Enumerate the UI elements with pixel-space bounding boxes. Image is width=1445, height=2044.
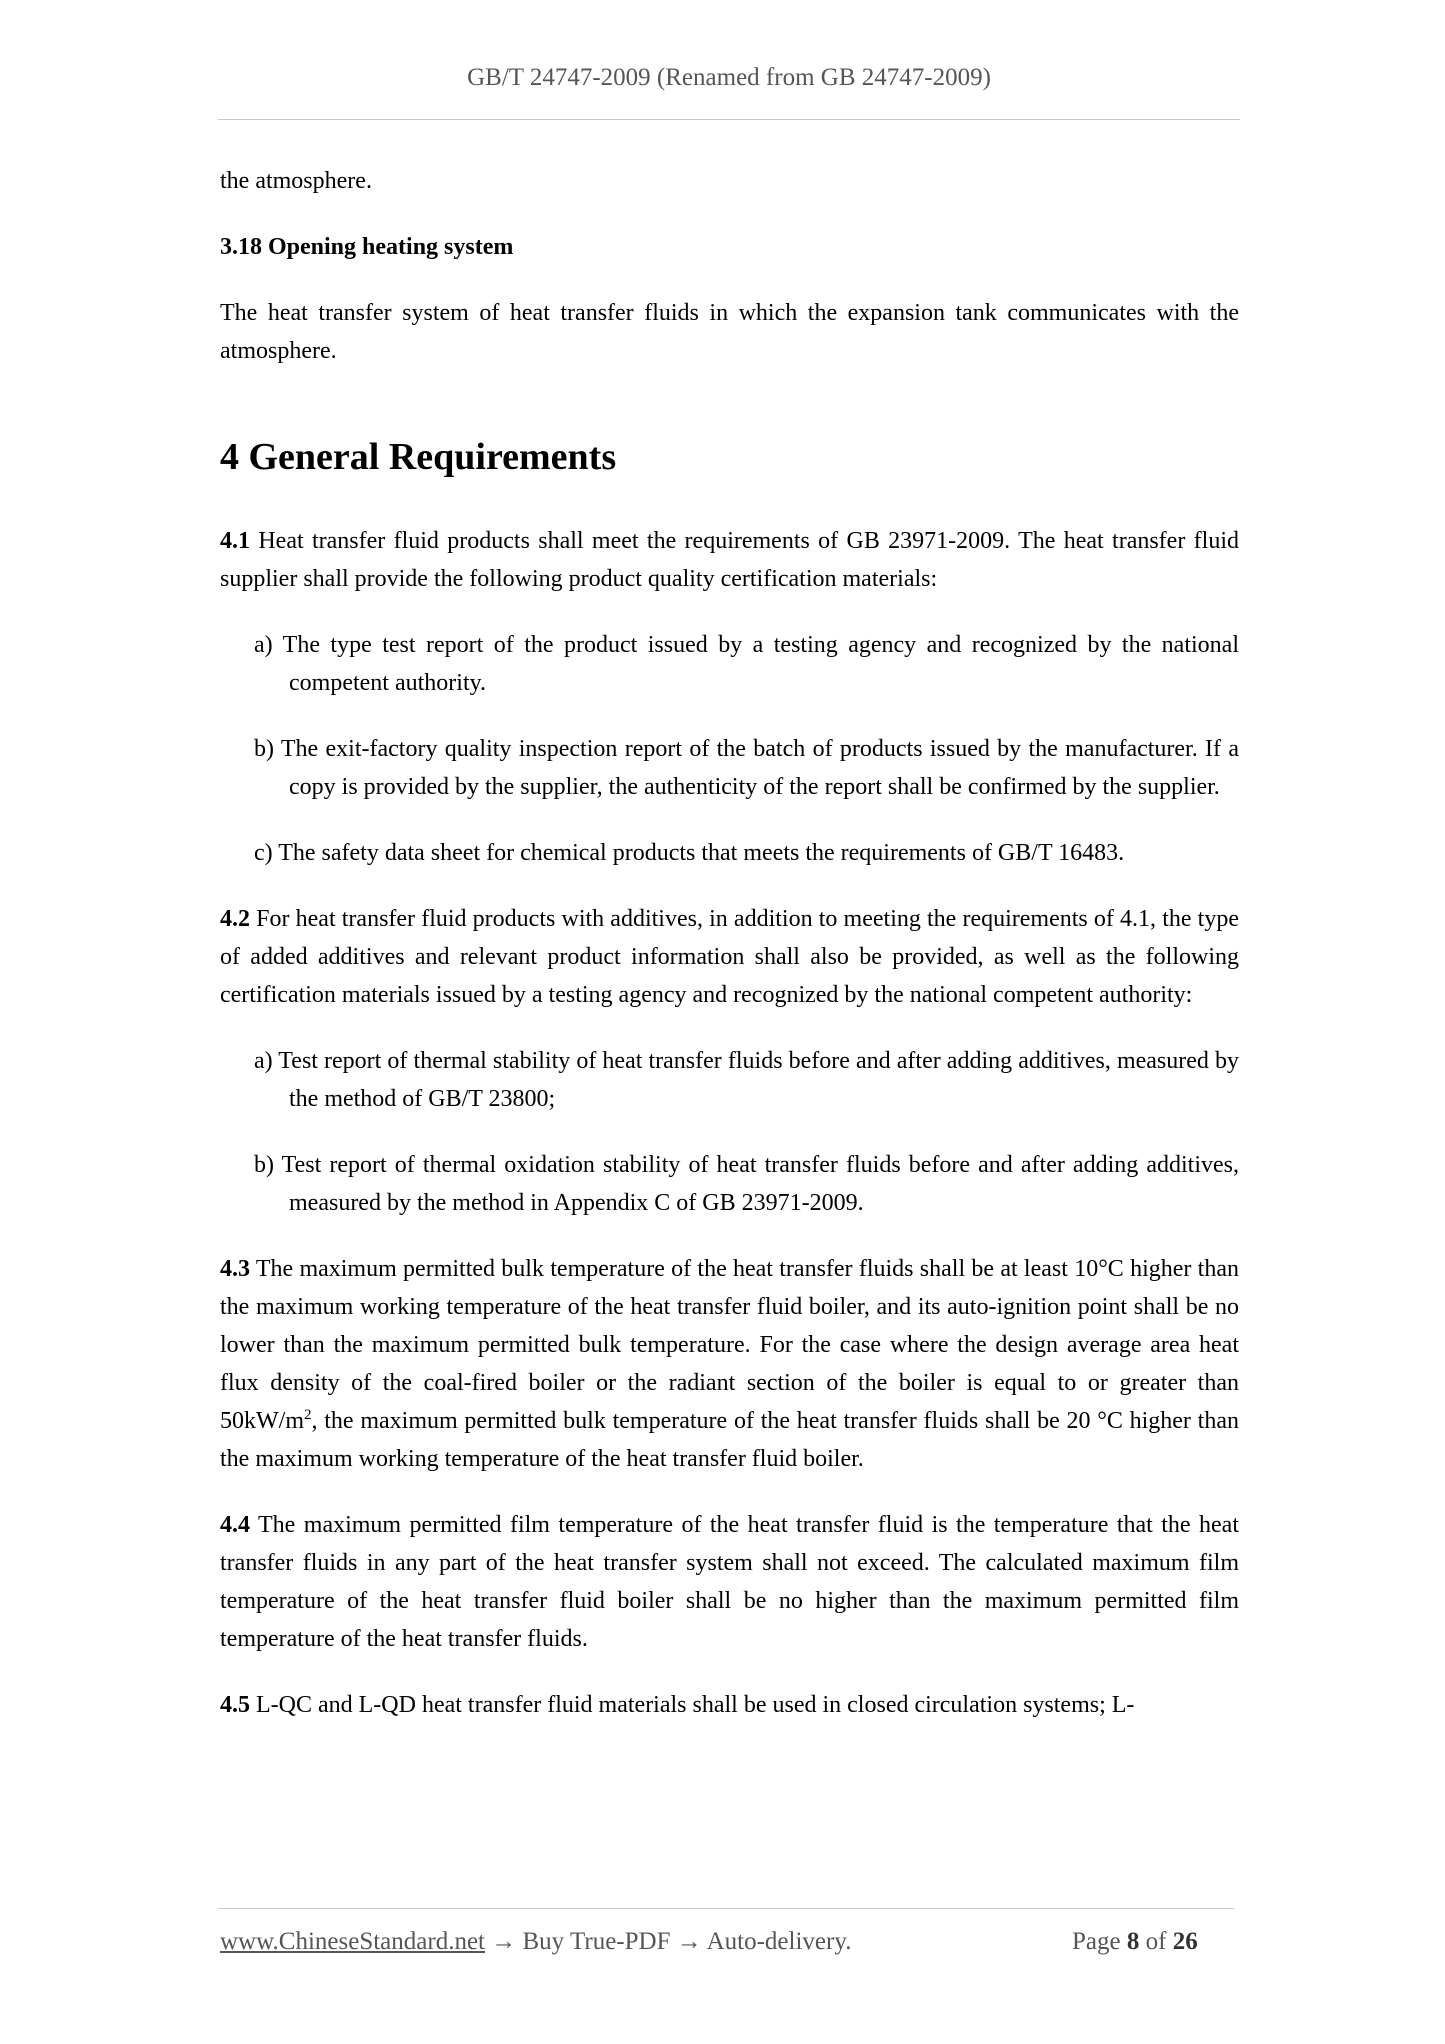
clause-3-18-heading: 3.18 Opening heating system: [220, 234, 514, 260]
of-word: of: [1139, 1928, 1173, 1955]
clause-4-2: [220, 900, 1239, 1014]
section-4-heading: 4 General Requirements: [220, 436, 617, 478]
carry-over-text: the atmosphere.: [220, 168, 372, 194]
clause-4-5-text: L-QC and L-QD heat transfer fluid materials shall be used in closed circulation systems; L-: [250, 1692, 1135, 1718]
delivery-text: Auto-delivery.: [706, 1928, 852, 1955]
list-item: c) The safety data sheet for chemical products that meets the requirements of GB/T 16483.: [254, 840, 1125, 866]
list-item: a) The type test report of the product issued by a testing agency and recognized by the national competent authority.: [254, 632, 1239, 696]
clause-4-4-number: 4.4: [220, 1512, 250, 1538]
buy-text: Buy True-PDF: [522, 1928, 671, 1955]
clause-4-3-text-a: The maximum permitted bulk temperature of the heat transfer fluids shall be at least 10°C higher than the maximum working temperature of the heat transfer fluid boiler, and its auto-ignition point shall be no lower than the maximum permitted bulk temperature. For the case where the design average area heat flux density of the coal-fired boiler or the radiant section of the boiler is equal to or greater than 50kW/m: [220, 1256, 1239, 1434]
header-divider: [218, 119, 1240, 120]
page-indicator: [1072, 1928, 1198, 1956]
footer-links: [220, 1928, 851, 1956]
page-word: Page: [1072, 1928, 1127, 1955]
clause-4-2-text: For heat transfer fluid products with additives, in addition to meeting the requirements of 4.1, the type of added additives and relevant product information shall also be provided, as well as the following certification materials issued by a testing agency and recognized by the national competent authority:: [220, 906, 1239, 1008]
page-total: 26: [1172, 1928, 1198, 1955]
running-header: GB/T 24747-2009 (Renamed from GB 24747-2009): [467, 64, 991, 91]
clause-4-3: [220, 1250, 1239, 1478]
clause-4-1-number: 4.1: [220, 528, 250, 554]
clause-4-3-text-b: , the maximum permitted bulk temperature of the heat transfer fluids shall be 20 °C higher than the maximum working temperature of the heat transfer fluid boiler.: [220, 1408, 1239, 1472]
page-number: 8: [1126, 1928, 1140, 1955]
list-item: b) The exit-factory quality inspection report of the batch of products issued by the manufacturer. If a copy is provided by the supplier, the authenticity of the report shall be confirmed by the supplier.: [254, 736, 1239, 800]
clause-3-18-text: The heat transfer system of heat transfer fluids in which the expansion tank communicates with the atmosphere.: [220, 300, 1239, 364]
list-item: b) Test report of thermal oxidation stability of heat transfer fluids before and after adding additives, measured by the method in Appendix C of GB 23971-2009.: [254, 1152, 1239, 1216]
arrow-icon: →: [485, 1928, 523, 1955]
footer-divider: [218, 1908, 1234, 1909]
clause-4-5-number: 4.5: [220, 1692, 250, 1718]
page-content: [220, 162, 1239, 1724]
clause-4-3-number: 4.3: [220, 1256, 250, 1282]
clause-4-5: [220, 1686, 1239, 1724]
clause-4-1-list: [254, 626, 1239, 872]
clause-4-1-text: Heat transfer fluid products shall meet the requirements of GB 23971-2009. The heat transfer fluid supplier shall provide the following product quality certification materials:: [220, 528, 1239, 592]
clause-4-4: [220, 1506, 1239, 1658]
clause-4-2-number: 4.2: [220, 906, 250, 932]
superscript-2: 2: [304, 1407, 312, 1423]
clause-4-1: [220, 522, 1239, 598]
arrow-icon: →: [670, 1928, 707, 1955]
site-link[interactable]: www.ChineseStandard.net: [220, 1928, 485, 1955]
list-item: a) Test report of thermal stability of heat transfer fluids before and after adding additives, measured by the method of GB/T 23800;: [254, 1048, 1239, 1112]
clause-4-4-text: The maximum permitted film temperature of the heat transfer fluid is the temperature that the heat transfer fluids in any part of the heat transfer system shall not exceed. The calculated maximum film temperature of the heat transfer fluid boiler shall be no higher than the maximum permitted film temperature of the heat transfer fluids.: [220, 1512, 1239, 1652]
clause-4-2-list: [254, 1042, 1239, 1222]
